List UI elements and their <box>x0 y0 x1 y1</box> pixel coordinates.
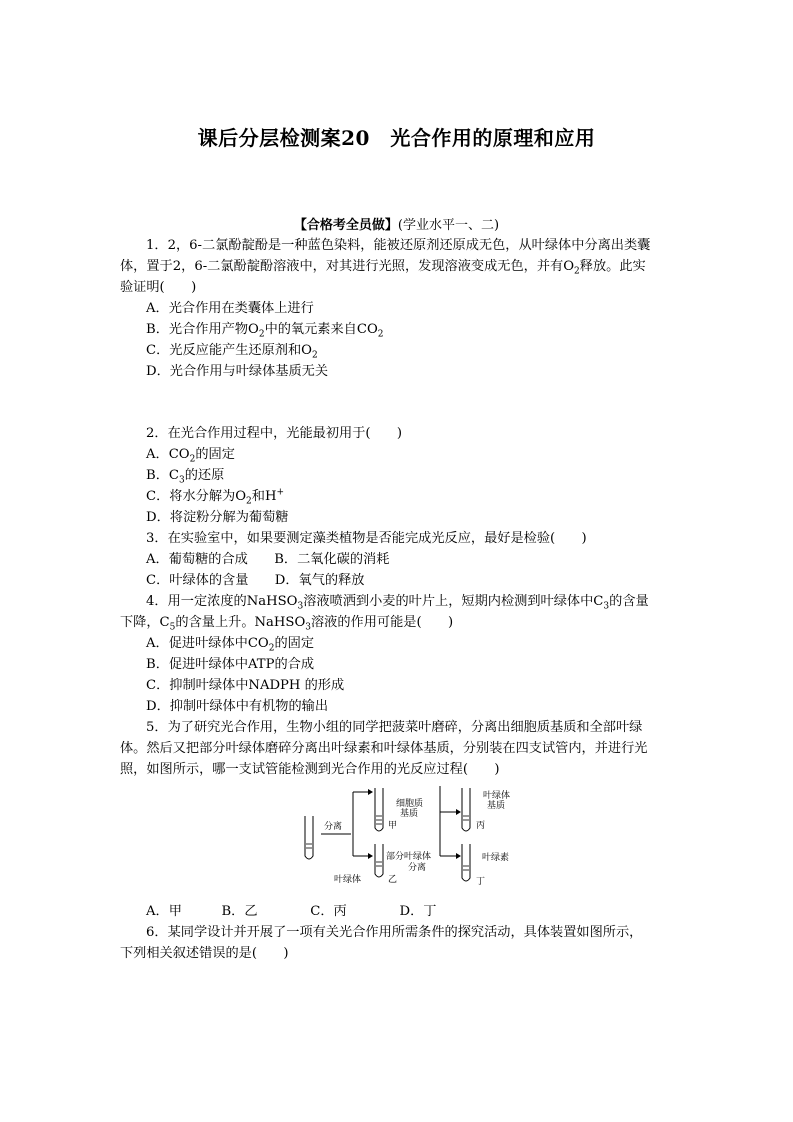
q1-line3: 验证明( ) <box>120 280 197 295</box>
label-yelvti: 叶绿体 <box>334 875 362 885</box>
label-fenli: 分离 <box>324 822 343 832</box>
opt-text: 中的氧元素来自CO <box>264 322 378 337</box>
label-fenli2: 分离 <box>408 863 427 873</box>
sub: 2 <box>189 454 196 465</box>
label-ding: 丁 <box>476 877 486 887</box>
tube-jia <box>375 788 383 831</box>
q1-option-a: A．光合作用在类囊体上进行 <box>146 301 314 316</box>
q4-text: 4．用一定浓度的NaHSO <box>146 594 298 609</box>
q1-line2-tail: 释放。此实 <box>579 259 646 274</box>
label-xibao1: 细胞质 <box>396 799 424 809</box>
opt-text: A．CO <box>146 447 190 462</box>
arrowhead <box>368 853 373 859</box>
label-bing: 丙 <box>476 821 486 831</box>
label-bufen: 部分叶绿体 <box>386 852 432 862</box>
q3-options-cd: C．叶绿体的含量 D．氧气的释放 <box>146 573 365 588</box>
opt-text: B．光合作用产物O <box>146 322 259 337</box>
q4-option-b: B．促进叶绿体中ATP的合成 <box>146 657 315 672</box>
q4-text: 溶液喷洒到小麦的叶片上，短期内检测到叶绿体中C <box>303 594 604 609</box>
sub: 5 <box>169 622 176 633</box>
opt-text: 的固定 <box>195 447 235 462</box>
q4-text: 的含量 <box>609 594 649 609</box>
arrowhead <box>456 853 461 859</box>
sub: 3 <box>297 601 304 612</box>
q1-option-d: D．光合作用与叶绿体基质无关 <box>146 364 329 379</box>
sub: 3 <box>178 475 185 486</box>
sub: 2 <box>268 643 275 654</box>
q3-stem: 3．在实验室中，如果要测定藻类植物是否能完成光反应，最好是检验( ) <box>146 531 587 546</box>
tube-yi <box>375 844 383 877</box>
label-yilv: 叶绿素 <box>482 853 510 863</box>
q2-option-c <box>146 487 284 507</box>
opt-text: B．C <box>146 468 179 483</box>
opt-text: 的还原 <box>184 468 225 483</box>
arrowhead <box>456 809 461 815</box>
tube-ding <box>462 844 470 881</box>
sub: 2 <box>377 329 384 340</box>
q4-line2 <box>120 613 453 633</box>
q2-stem: 2．在光合作用过程中，光能最初用于( ) <box>146 426 403 441</box>
tube-bing <box>462 788 470 831</box>
q4-line1 <box>146 592 649 612</box>
q2-option-b <box>146 466 224 486</box>
q4-text: 的含量上升。NaHSO <box>175 615 306 630</box>
sup: + <box>276 487 285 498</box>
opt-text: 的固定 <box>274 636 315 651</box>
page-title: 课后分层检测案20 光合作用的原理和应用 <box>197 126 596 150</box>
q4-option-c: C．抑制叶绿体中NADPH 的形成 <box>146 678 345 693</box>
q4-text: 溶液的作用可能是( ) <box>311 615 454 630</box>
opt-text: 和H <box>251 489 277 504</box>
q1-option-c <box>146 341 318 361</box>
q1-line2 <box>120 257 646 277</box>
sub: 3 <box>603 601 610 612</box>
q5-options: A．甲 B．乙 C．丙 D．丁 <box>146 904 437 919</box>
label-yi: 乙 <box>388 875 398 885</box>
opt-text: A．促进叶绿体中CO <box>146 636 269 651</box>
q3-options-ab: A．葡萄糖的合成 B．二氧化碳的消耗 <box>146 552 390 567</box>
q6-line2: 下列相关叙述错误的是( ) <box>120 946 289 961</box>
label-jizhi2: 基质 <box>487 801 506 811</box>
q2-option-a <box>146 445 235 465</box>
section-level: (学业水平一、二) <box>397 218 500 233</box>
tube-origin <box>305 816 313 859</box>
label-xibao2: 基质 <box>400 809 419 819</box>
q5-line3: 照，如图所示，哪一支试管能检测到光合作用的光反应过程( ) <box>120 762 500 777</box>
label-jia: 甲 <box>388 821 398 831</box>
label-jizhi1: 叶绿体 <box>483 791 511 801</box>
q5-line1: 5．为了研究光合作用，生物小组的同学把菠菜叶磨碎，分离出细胞质基质和全部叶绿 <box>146 720 643 735</box>
q1-option-b <box>146 320 384 340</box>
q2-option-d: D．将淀粉分解为葡萄糖 <box>146 510 289 525</box>
q6-line1: 6．某同学设计并开展了一项有关光合作用所需条件的探究活动，具体装置如图所示， <box>146 925 643 940</box>
q4-option-a <box>146 634 314 654</box>
arrowhead <box>368 789 373 795</box>
q1-line2-text: 体，置于2，6-二氯酚靛酚溶液中，对其进行光照，发现溶液变成无色，并有O <box>120 259 575 274</box>
opt-text: C．光反应能产生还原剂和O <box>146 343 312 358</box>
sub: 2 <box>246 496 252 507</box>
section-label: 【合格考全员做】 <box>293 218 398 233</box>
opt-text: C．将水分解为O <box>146 489 247 504</box>
sub: 2 <box>258 329 265 340</box>
sub: 2 <box>574 266 580 277</box>
section-heading <box>0 214 793 233</box>
sub: 3 <box>305 622 311 633</box>
q1-line1: 1．2，6-二氯酚靛酚是一种蓝色染料，能被还原剂还原成无色，从叶绿体中分离出类囊 <box>146 238 651 253</box>
q5-line2: 体。然后又把部分叶绿体磨碎分离出叶绿素和叶绿体基质，分别装在四支试管内，并进行光 <box>120 741 648 756</box>
sub: 2 <box>311 350 318 361</box>
q4-text: 下降，C <box>120 615 170 630</box>
q4-option-d: D．抑制叶绿体中有机物的输出 <box>146 699 329 714</box>
test-tube-diagram <box>296 784 536 888</box>
